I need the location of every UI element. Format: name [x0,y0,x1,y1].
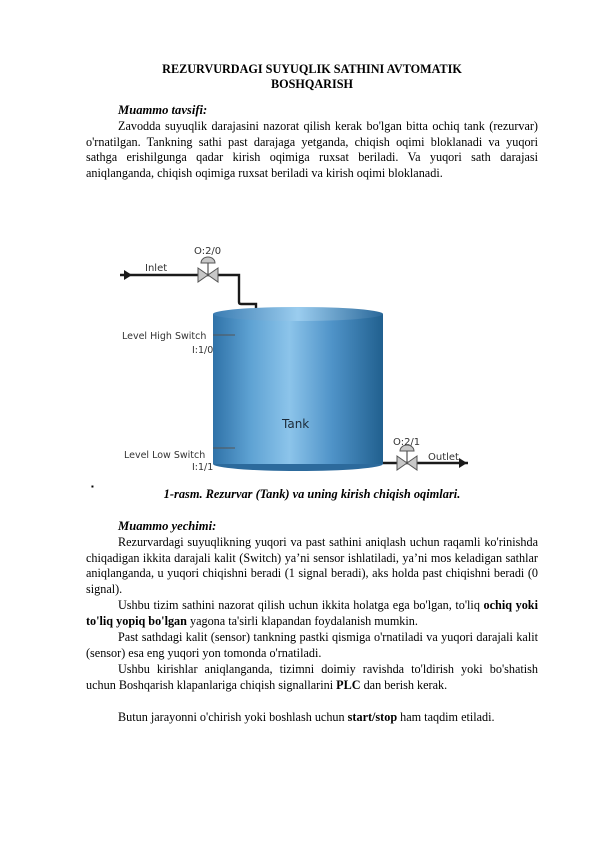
outlet-label: Outlet [428,452,459,463]
level-high-address: I:1/0 [192,345,214,356]
title-line-1: REZURVURDAGI SUYUQLIK SATHINI AVTOMATIK [162,62,462,76]
solution-text-5-bold: start/stop [347,710,398,724]
outlet-valve-address: O:2/1 [393,437,421,448]
outlet-arrow-icon [459,458,467,468]
inlet-arrow-icon [124,270,132,280]
solution-text-1: Rezurvardagi suyuqlikning yuqori va past sathini aniqlash uchun raqamli ko'rinishda chiqadigan ikkita darajali kalit (Switch) ya’ni sensor ishlatiladi, ya’ni mos keladigan sathlar aniqlanganda, u yuqori chiqishni beradi (1 signal beradi), aks holda past chiqishni beradi (0 signal). [86,535,538,596]
solution-paragraph-5 [86,710,538,726]
inlet-label: Inlet [145,263,168,274]
tank-label: Tank [282,417,310,431]
level-low-label: Level Low Switch [124,450,206,461]
solution-text-4b: dan berish kerak. [360,677,448,692]
problem-paragraph [86,119,538,181]
solution-text-3: Past sathdagi kalit (sensor) tankning pastki qismiga o'rnatiladi va yuqori darajali kalit (sensor) esa eng yuqori yon tomonda o'rnatiladi. [86,630,538,660]
solution-text-5a: Butun jarayonni o'chirish yoki boshlash uchun [118,710,348,724]
tank-diagram [110,238,480,478]
solution-text-4a: Ushbu kirishlar aniqlanganda, tizimni doimiy ravishda to'ldirish yoki bo'shatish uchun Boshqarish klapanlariga chiqish signallarini [86,662,538,692]
solution-text-2a: Ushbu tizim sathini nazorat qilish uchun ikkita holatga ega bo'lgan, to'liq [118,598,484,612]
tank-icon [213,307,383,471]
solution-paragraph-3 [86,630,538,661]
bullet-dot: ▪ [91,482,94,491]
solution-paragraph-2 [86,598,538,629]
inlet-valve-icon [198,257,218,282]
solution-text-2-bold: ochiq yoki to'liq yopiq bo'lgan [86,598,538,628]
problem-text: Zavodda suyuqlik darajasini nazorat qilish kerak bo'lgan bitta ochiq tank (rezurvar) o'rnatilgan. Tankning sathi past darajaga yetganda, chiqish oqimi bloklanadi va yuqori sathga erishilgunga qadar kirish oqimiga ruxsat beriladi. Va yuqori sath darajasi aniqlanganda, chiqish oqimiga ruxsat beriladi va kirish oqimi bloklanadi. [86,119,538,180]
inlet-pipe [120,275,256,314]
level-low-address: I:1/1 [192,462,214,473]
inlet-valve-address: O:2/0 [194,246,222,257]
solution-heading: Muammo yechimi: [118,519,217,533]
solution-text-2b: yagona ta'sirli klapandan foydalanish mumkin. [186,613,418,628]
title-line-2: BOSHQARISH [271,77,353,91]
solution-text-4-bold: PLC [336,677,361,692]
document-title [86,62,538,92]
solution-paragraph-1 [86,535,538,597]
solution-paragraph-4 [86,662,538,693]
tank-diagram-svg [110,238,480,478]
outlet-valve-icon [397,445,417,470]
solution-text-5b: ham taqdim etiladi. [397,710,495,724]
problem-heading: Muammo tavsifi: [118,103,208,117]
level-high-label: Level High Switch [122,331,207,342]
figure-caption: 1-rasm. Rezurvar (Tank) va uning kirish chiqish oqimlari. [163,487,461,501]
